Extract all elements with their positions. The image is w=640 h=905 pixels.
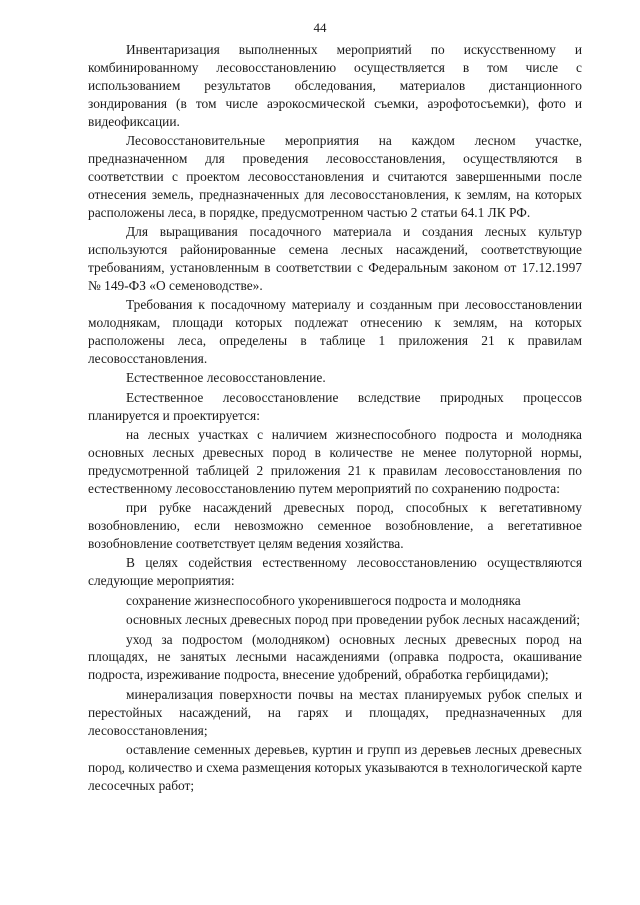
paragraph: Лесовосстановительные мероприятия на каждом лесном участке, предназначенном для проведения лесовосстановления, осуществляются в соответствии с проектом лесовосстановления и считаются завершенными после отнесения земель, предназначенных для лесовосстановления, к землям, на которых расположены леса, в порядке, предусмотренном частью 2 статьи 64.1 ЛК РФ.	[88, 133, 582, 220]
paragraph: минерализация поверхности почвы на местах планируемых рубок спелых и перестойных насаждений, на гарях и площадях, предназначенных для лесовосстановления;	[88, 686, 582, 738]
paragraph: сохранение жизнеспособного укоренившегося подроста и молодняка	[126, 592, 521, 608]
paragraph: Инвентаризация выполненных мероприятий по искусственному и комбинированному лесовосстановлению осуществляется в том числе с использованием результатов обследования, материалов дистанционного зондирования (в том числе аэрокосмической съемки, аэрофотосъемки), фото и видеофиксации.	[88, 42, 582, 129]
document-body	[88, 41, 582, 796]
paragraph: Естественное лесовосстановление вследствие природных процессов планируется и проектируется:	[88, 389, 582, 423]
paragraph: оставление семенных деревьев, куртин и групп из деревьев лесных древесных пород, количество и схема размещения которых указываются в технологической карте лесосечных работ;	[88, 741, 582, 793]
paragraph: Для выращивания посадочного материала и создания лесных культур используются районированные семена лесных насаждений, соответствующие требованиям, установленным в соответствии с Федеральным законом от 17.12.1997 № 149-ФЗ «О семеноводстве».	[88, 224, 582, 293]
paragraph: Требования к посадочному материалу и созданным при лесовосстановлении молоднякам, площади которых подлежат отнесению к землям, на которых расположены леса, определены в таблице 1 приложения 21 к правилам лесовосстановления.	[88, 297, 582, 366]
paragraph: Естественное лесовосстановление.	[126, 370, 326, 386]
paragraph: основных лесных древесных пород при проведении рубок лесных насаждений;	[126, 612, 581, 628]
paragraph: В целях содействия естественному лесовосстановлению осуществляются следующие мероприятия:	[88, 555, 582, 589]
paragraph: уход за подростом (молодняком) основных лесных древесных пород на площадях, не занятых лесными насаждениями (оправка подроста, окашивание подроста, изреживание подроста, внесение удобрений, обработка гербицидами);	[88, 631, 582, 683]
paragraph: при рубке насаждений древесных пород, способных к вегетативному возобновлению, если невозможно семенное возобновление, а вегетативное возобновление соответствует целям ведения хозяйства.	[88, 500, 582, 551]
paragraph: на лесных участках с наличием жизнеспособного подроста и молодняка основных лесных древесных пород в количестве не менее полуторной нормы, предусмотренной таблицей 2 приложения 21 к правилам лесовосстановления по естественному лесовосстановлению путем мероприятий по сохранению подроста:	[88, 427, 582, 496]
page-number: 44	[313, 20, 327, 35]
